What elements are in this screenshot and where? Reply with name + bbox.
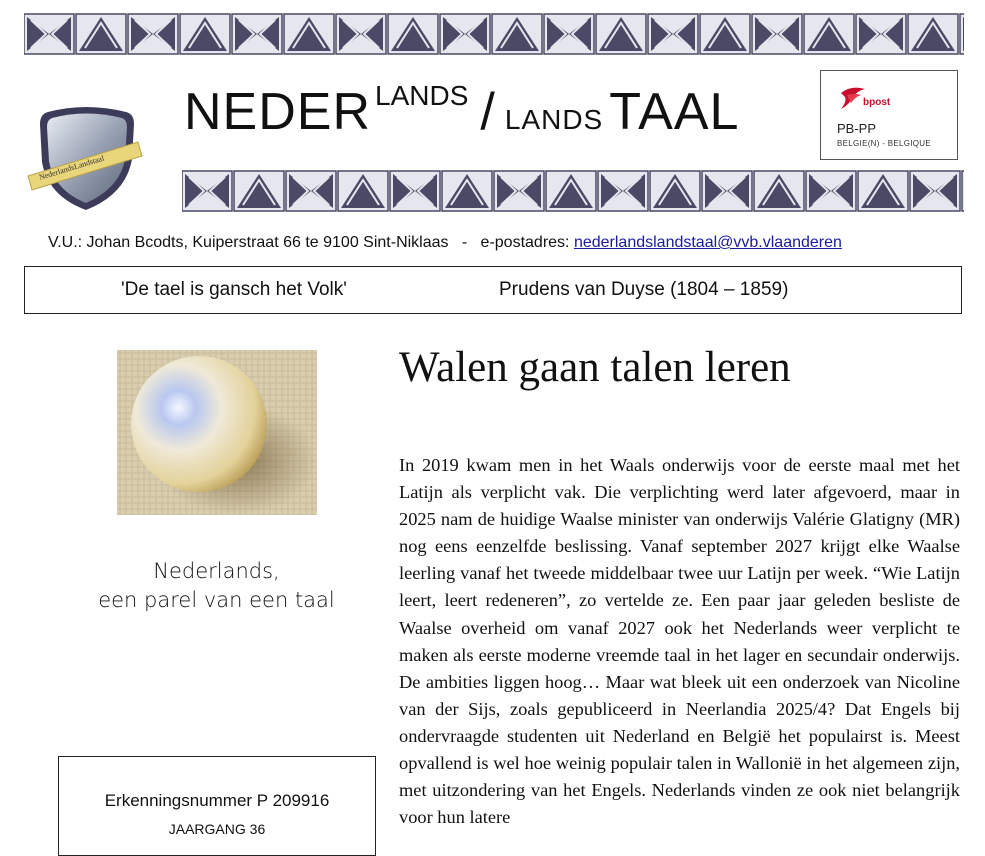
caption-line-2: een parel van een taal xyxy=(98,588,335,612)
title-neder: NEDER xyxy=(184,83,372,141)
motto-author: Prudens van Duyse (1804 – 1859) xyxy=(499,279,789,300)
article-title: Walen gaan talen leren xyxy=(399,344,791,391)
title-lands-superscript: LANDS xyxy=(375,80,469,111)
recognition-number: Erkenningsnummer P 209916 xyxy=(104,791,330,810)
pearl-image xyxy=(117,350,317,515)
postage-stamp xyxy=(820,70,958,160)
responsible-publisher: V.U.: Johan Bcodts, Kuiperstraat 66 te 9100 Sint-Niklaas xyxy=(48,234,449,251)
pattern-border-top xyxy=(24,10,964,58)
caption-line-1: Nederlands, xyxy=(153,559,280,583)
title-taal: TAAL xyxy=(609,83,740,141)
publisher-line xyxy=(48,234,842,252)
article-body: In 2019 kwam men in het Waals onderwijs voor de eerste maal met het Latijn als verplicht vak. Die verplichting werd later afgevoerd, maar in 2025 nam de huidige Waalse minister van onderwijs Valérie Glatigny (MR) nog eens eenzelfde beslissing. Vanaf september 2027 krijgt elke Waalse leerling vanaf het tweede middelbaar twee uur Latijn per week. “Wie Latijn leert, leert redeneren”, zo vertelde ze. Een paar jaar geleden besliste de Waalse overheid om vanaf 2027 ook het Nederlands weer verplicht te maken als eerste moderne vreemde taal in het lager en secundair onderwijs. De ambities liggen hoog… Maar wat bleek uit een onderzoek van Nicoline van der Sijs, zoals gepubliceerd in Neerlandia 2025/4? Dat Engels bij ondervraagde studenten uit Nederland en België het populairst is. Meest opvallend is wel hoe weinig populair talen in Wallonië in het algemeen zijn, met uitzondering van het Engels. Nederlands vinden ze ook niet belangrijk voor hun latere xyxy=(399,455,960,828)
stamp-brand: bpost xyxy=(863,97,891,108)
masthead-title xyxy=(184,82,739,172)
title-lands-small: LANDS xyxy=(504,104,604,135)
motto-quote: 'De tael is gansch het Volk' xyxy=(121,279,347,300)
shield-banner-text: NederlandsLandstaal xyxy=(37,153,106,182)
email-label: e-postadres: xyxy=(480,234,570,251)
separator: - xyxy=(461,234,468,251)
stamp-code: PB-PP xyxy=(837,121,877,136)
volume-label: JAARGANG 36 xyxy=(168,821,266,837)
pearl-caption xyxy=(60,557,373,615)
recognition-box xyxy=(58,756,376,856)
stamp-country: BELGIE(N) - BELGIQUE xyxy=(837,139,932,148)
email-link[interactable]: nederlandslandstaal@vvb.vlaanderen xyxy=(573,234,842,251)
title-slash: / xyxy=(480,83,495,141)
pattern-border-bottom xyxy=(182,167,964,215)
motto-box xyxy=(24,266,962,314)
shield-logo-icon xyxy=(26,104,144,214)
